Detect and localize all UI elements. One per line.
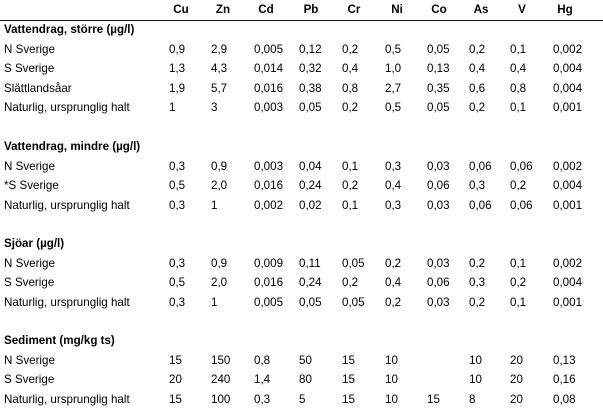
cell-zn: 1 (211, 296, 218, 309)
table-row (0, 351, 603, 371)
cell-v: 0,06 (510, 160, 533, 173)
cell-cu: 0,5 (169, 276, 186, 289)
cell-cu: 0,3 (169, 160, 186, 173)
cell-zn: 2,0 (211, 179, 228, 192)
cell-zn: 0,9 (211, 257, 228, 270)
cell-as: 0,3 (469, 179, 486, 192)
cell-cd: 0,009 (254, 257, 284, 270)
table-row (0, 59, 603, 79)
row-label: Slättlandsåar (4, 82, 72, 95)
col-header-v: V (518, 3, 526, 16)
cell-as: 0,2 (469, 43, 486, 56)
col-header-ni: Ni (391, 3, 403, 16)
cell-pb: 50 (299, 354, 312, 367)
cell-ni: 0,4 (385, 276, 402, 289)
cell-cr: 15 (342, 354, 355, 367)
cell-zn: 0,9 (211, 160, 228, 173)
cell-zn: 1 (211, 199, 218, 212)
cell-ni: 0,2 (385, 296, 402, 309)
cell-cd: 0,003 (254, 101, 284, 114)
cell-cu: 20 (169, 373, 182, 386)
table-row (0, 40, 603, 60)
cell-ni: 0,4 (385, 179, 402, 192)
cell-cr: 0,05 (342, 257, 365, 270)
cell-v: 20 (510, 373, 523, 386)
cell-cd: 0,014 (254, 62, 284, 75)
cell-cd: 0,003 (254, 160, 284, 173)
cell-v: 0,1 (510, 101, 527, 114)
cell-pb: 0,24 (299, 179, 322, 192)
cell-zn: 2,9 (211, 43, 228, 56)
cell-hg: 0,001 (553, 101, 583, 114)
cell-co: 0,06 (427, 276, 450, 289)
table-row (0, 370, 603, 390)
cell-co: 0,03 (427, 296, 450, 309)
cell-co: 0,35 (427, 82, 450, 95)
cell-pb: 0,32 (299, 62, 322, 75)
cell-hg: 0,16 (553, 373, 576, 386)
table-row (0, 254, 603, 274)
cell-as: 0,4 (469, 62, 486, 75)
table-row (0, 196, 603, 216)
cell-zn: 150 (211, 354, 231, 367)
cell-cu: 1 (169, 101, 176, 114)
table-row (0, 273, 603, 293)
cell-pb: 0,04 (299, 160, 322, 173)
cell-ni: 10 (385, 354, 398, 367)
row-label: Naturlig, ursprunglig halt (4, 393, 130, 406)
cell-hg: 0,001 (553, 199, 583, 212)
cell-ni: 0,2 (385, 257, 402, 270)
table-row (0, 390, 603, 410)
cell-pb: 0,02 (299, 199, 322, 212)
cell-cd: 0,016 (254, 276, 284, 289)
cell-ni: 10 (385, 393, 398, 406)
cell-hg: 0,004 (553, 82, 583, 95)
table-row (0, 176, 603, 196)
section-title: Vattendrag, mindre (µg/l) (4, 140, 141, 153)
cell-hg: 0,004 (553, 276, 583, 289)
cell-cd: 0,8 (254, 354, 271, 367)
cell-v: 0,2 (510, 276, 527, 289)
cell-v: 0,4 (510, 62, 527, 75)
cell-cr: 0,05 (342, 296, 365, 309)
cell-co: 0,03 (427, 160, 450, 173)
cell-cd: 0,005 (254, 43, 284, 56)
cell-cu: 0,5 (169, 179, 186, 192)
col-header-hg: Hg (557, 3, 573, 16)
cell-as: 10 (469, 373, 482, 386)
row-label: N Sverige (4, 43, 55, 56)
cell-cr: 0,2 (342, 276, 359, 289)
cell-cr: 15 (342, 373, 355, 386)
cell-pb: 0,05 (299, 296, 322, 309)
cell-v: 0,1 (510, 43, 527, 56)
cell-cr: 0,2 (342, 179, 359, 192)
cell-cr: 0,1 (342, 160, 359, 173)
cell-pb: 0,38 (299, 82, 322, 95)
table-row (0, 79, 603, 99)
cell-ni: 1,0 (385, 62, 402, 75)
cell-ni: 0,5 (385, 43, 402, 56)
cell-hg: 0,001 (553, 296, 583, 309)
cell-cu: 1,9 (169, 82, 186, 95)
row-label: Naturlig, ursprunglig halt (4, 296, 130, 309)
cell-zn: 3 (211, 101, 218, 114)
cell-v: 0,1 (510, 257, 527, 270)
table-header-row (0, 0, 603, 20)
col-header-cu: Cu (173, 3, 189, 16)
cell-cd: 0,3 (254, 393, 271, 406)
section-title: Sjöar (µg/l) (4, 237, 65, 250)
cell-zn: 100 (211, 393, 231, 406)
cell-zn: 4,3 (211, 62, 228, 75)
cell-ni: 0,3 (385, 160, 402, 173)
section-title: Vattendrag, större (µg/l) (4, 23, 135, 36)
cell-co: 0,06 (427, 179, 450, 192)
cell-cd: 0,016 (254, 179, 284, 192)
cell-as: 0,6 (469, 82, 486, 95)
cell-cr: 15 (342, 393, 355, 406)
cell-v: 20 (510, 393, 523, 406)
row-label: N Sverige (4, 354, 55, 367)
cell-as: 0,2 (469, 101, 486, 114)
cell-co: 0,05 (427, 101, 450, 114)
row-label: S Sverige (4, 373, 55, 386)
cell-as: 0,3 (469, 276, 486, 289)
table-row (0, 98, 603, 118)
cell-zn: 5,7 (211, 82, 228, 95)
section-title-row (0, 234, 603, 254)
row-label: N Sverige (4, 257, 55, 270)
cell-ni: 10 (385, 373, 398, 386)
cell-cu: 0,3 (169, 257, 186, 270)
cell-pb: 80 (299, 373, 312, 386)
col-header-zn: Zn (215, 3, 231, 16)
cell-pb: 0,05 (299, 101, 322, 114)
cell-ni: 0,3 (385, 199, 402, 212)
cell-hg: 0,13 (553, 354, 576, 367)
cell-cd: 0,002 (254, 199, 284, 212)
cell-zn: 2,0 (211, 276, 228, 289)
cell-v: 0,06 (510, 199, 533, 212)
row-label: S Sverige (4, 62, 55, 75)
section-title: Sediment (mg/kg ts) (4, 334, 115, 347)
section-title-row (0, 20, 603, 40)
cell-pb: 0,24 (299, 276, 322, 289)
cell-as: 0,2 (469, 296, 486, 309)
cell-cu: 0,9 (169, 43, 186, 56)
cell-v: 20 (510, 354, 523, 367)
row-label: Naturlig, ursprunglig halt (4, 101, 130, 114)
cell-cu: 0,3 (169, 296, 186, 309)
cell-hg: 0,08 (553, 393, 576, 406)
cell-cd: 0,016 (254, 82, 284, 95)
col-header-cr: Cr (347, 3, 361, 16)
cell-ni: 2,7 (385, 82, 402, 95)
cell-hg: 0,004 (553, 179, 583, 192)
cell-as: 10 (469, 354, 482, 367)
cell-cr: 0,4 (342, 62, 359, 75)
cell-as: 0,2 (469, 257, 486, 270)
cell-co: 0,13 (427, 62, 450, 75)
cell-cr: 0,1 (342, 199, 359, 212)
cell-cd: 1,4 (254, 373, 271, 386)
cell-as: 8 (469, 393, 476, 406)
cell-pb: 0,12 (299, 43, 322, 56)
col-header-pb: Pb (303, 3, 319, 16)
cell-as: 0,06 (469, 160, 492, 173)
cell-co: 0,03 (427, 257, 450, 270)
col-header-as: As (473, 3, 489, 16)
cell-cd: 0,005 (254, 296, 284, 309)
cell-v: 0,1 (510, 296, 527, 309)
cell-v: 0,2 (510, 179, 527, 192)
cell-cr: 0,2 (342, 43, 359, 56)
cell-co: 0,05 (427, 43, 450, 56)
cell-cu: 15 (169, 393, 182, 406)
section-title-row (0, 331, 603, 351)
cell-hg: 0,002 (553, 160, 583, 173)
table-row (0, 293, 603, 313)
cell-cu: 15 (169, 354, 182, 367)
cell-pb: 5 (299, 393, 306, 406)
cell-zn: 240 (211, 373, 231, 386)
cell-hg: 0,002 (553, 43, 583, 56)
cell-as: 0,06 (469, 199, 492, 212)
cell-pb: 0,11 (299, 257, 321, 270)
section-title-row (0, 137, 603, 157)
cell-co: 0,03 (427, 199, 450, 212)
row-label: *S Sverige (4, 179, 59, 192)
row-label: S Sverige (4, 276, 55, 289)
cell-hg: 0,004 (553, 62, 583, 75)
cell-v: 0,8 (510, 82, 527, 95)
table-row (0, 157, 603, 177)
col-header-cd: Cd (258, 3, 274, 16)
cell-hg: 0,002 (553, 257, 583, 270)
cell-cu: 0,3 (169, 199, 186, 212)
row-label: Naturlig, ursprunglig halt (4, 199, 130, 212)
cell-cr: 0,8 (342, 82, 359, 95)
col-header-co: Co (431, 3, 447, 16)
row-label: N Sverige (4, 160, 55, 173)
cell-cu: 1,3 (169, 62, 186, 75)
cell-ni: 0,5 (385, 101, 402, 114)
cell-cr: 0,2 (342, 101, 359, 114)
cell-co: 15 (427, 393, 440, 406)
